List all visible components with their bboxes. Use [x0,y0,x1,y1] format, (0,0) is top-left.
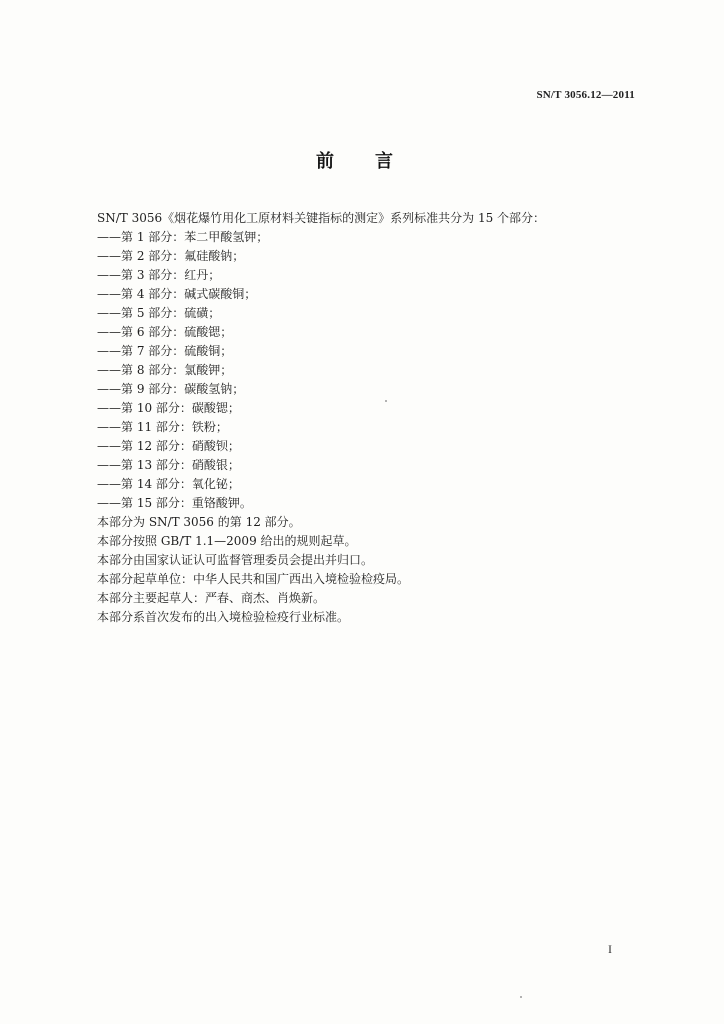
part-item: ——第 8 部分：氯酸钾； [97,363,233,377]
part-item: ——第 7 部分：硫酸铜； [97,344,233,358]
part-item: ——第 6 部分：硫酸锶； [97,325,233,339]
statement-line: 本部分按照 GB/T 1.1—2009 给出的规则起草。 [97,534,357,548]
foreword-body [97,209,657,627]
part-item: ——第 4 部分：碱式碳酸铜； [97,287,257,301]
part-item: ——第 1 部分：苯二甲酸氢钾； [97,230,269,244]
part-item: ——第 10 部分：碳酸锶； [97,401,240,415]
part-item: ——第 15 部分：重铬酸钾。 [97,496,252,510]
part-item: ——第 5 部分：硫磺； [97,306,221,320]
part-item: ——第 12 部分：硝酸钡； [97,439,240,453]
statement-line: 本部分由国家认证认可监督管理委员会提出并归口。 [97,553,374,567]
statements-list [97,513,657,627]
title-char-2: 言 [375,151,393,172]
intro-paragraph: SN/T 3056《烟花爆竹用化工原材料关键指标的测定》系列标准共分为 15 个部分： [97,211,546,225]
standard-code-header: SN/T 3056.12—2011 [536,89,635,101]
scan-speck [520,996,522,998]
part-item: ——第 9 部分：碳酸氢钠； [97,382,245,396]
statement-line: 本部分系首次发布的出入境检验检疫行业标准。 [97,610,350,624]
statement-line: 本部分为 SN/T 3056 的第 12 部分。 [97,515,301,529]
statement-line: 本部分主要起草人：严春、商杰、肖焕新。 [97,591,326,605]
title-char-1: 前 [316,151,334,172]
parts-list [97,228,657,513]
part-item: ——第 11 部分：铁粉； [97,420,228,434]
part-item: ——第 14 部分：氧化铋； [97,477,240,491]
part-item: ——第 2 部分：氟硅酸钠； [97,249,245,263]
page-number: I [608,942,612,956]
part-item: ——第 3 部分：红丹； [97,268,221,282]
scan-speck [385,400,387,402]
part-item: ——第 13 部分：硝酸银； [97,458,240,472]
statement-line: 本部分起草单位：中华人民共和国广西出入境检验检疫局。 [97,572,410,586]
